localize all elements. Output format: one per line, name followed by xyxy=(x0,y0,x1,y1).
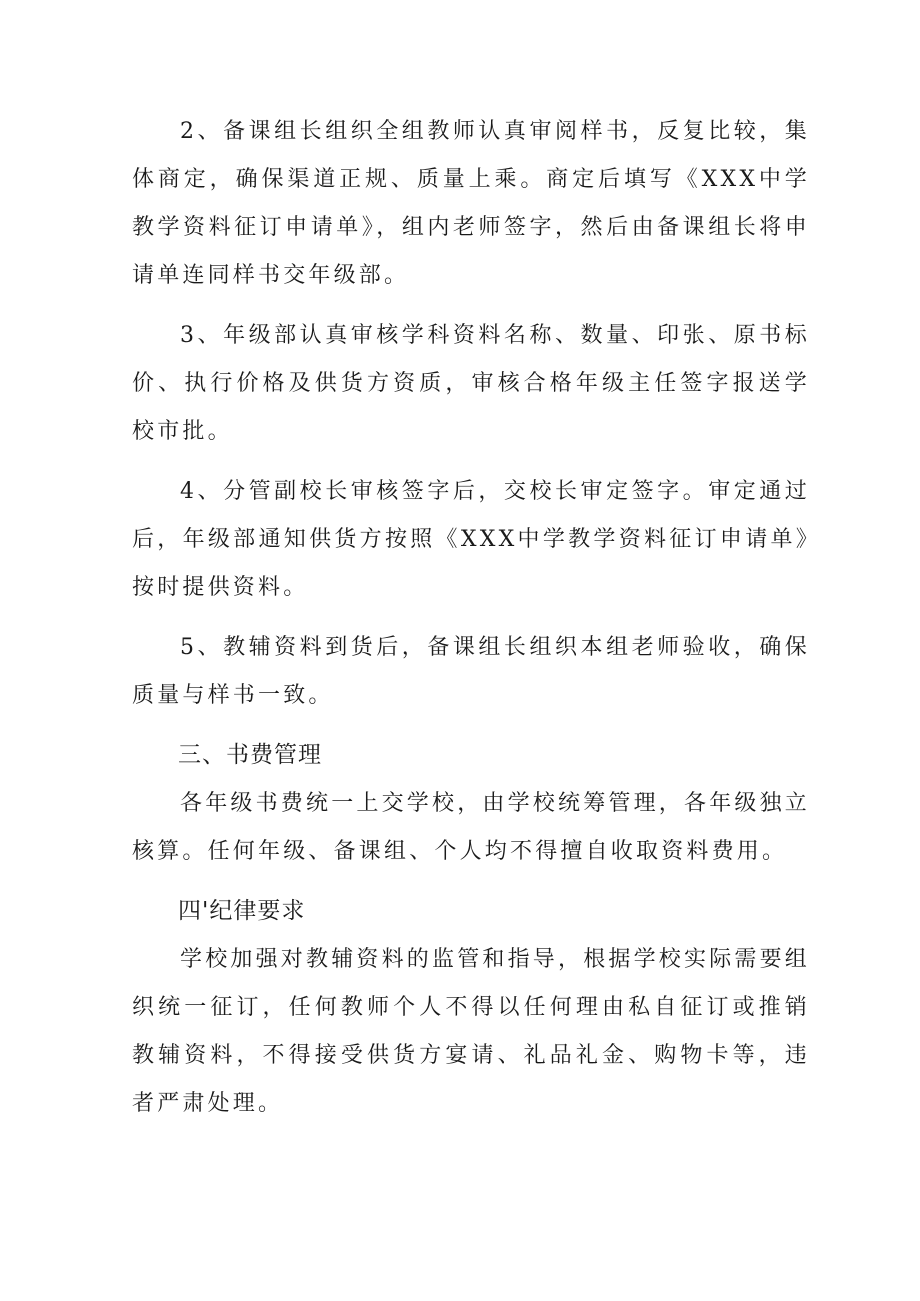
paragraph-item-2: 2、备课组长组织全组教师认真审阅样书，反复比较，集体商定，确保渠道正规、质量上乘。商定后填写《XXX中学教学资料征订申请单》，组内老师签字，然后由备课组长将申请单连同样书交年级部。 xyxy=(132,119,810,288)
section-body-discipline: 学校加强对教辅资料的监管和指导，根据学校实际需要组织统一征订，任何教师个人不得以任何理由私自征订或推销教辅资料，不得接受供货方宴请、礼品礼金、购物卡等，违者严肃处理。 xyxy=(132,947,811,1116)
section-heading-discipline: 四'纪律要求 xyxy=(178,898,306,924)
paragraph-item-4: 4、分管副校长审核签字后，交校长审定签字。审定通过后，年级部通知供货方按照《XXX中学教学资料征订申请单》按时提供资料。 xyxy=(132,479,810,600)
section-heading-fee-management: 三、书费管理 xyxy=(178,742,322,768)
paragraph-item-3: 3、年级部认真审核学科资料名称、数量、印张、原书标价、执行价格及供货方资质，审核合格年级主任签字报送学校市批。 xyxy=(132,323,810,444)
section-body-fee-management: 各年级书费统一上交学校，由学校统筹管理，各年级独立核算。任何年级、备课组、个人均不得擅自收取资料费用。 xyxy=(132,791,811,864)
paragraph-item-5: 5、教辅资料到货后，备课组长组织本组老师验收，确保质量与样书一致。 xyxy=(132,635,810,708)
